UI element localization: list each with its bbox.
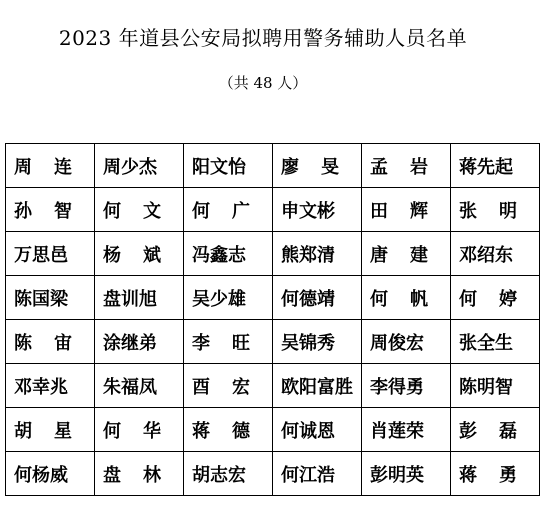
name-cell: 蒋德 bbox=[184, 408, 273, 452]
name-cell: 孙智 bbox=[6, 188, 95, 232]
name-cell: 肖莲荣 bbox=[362, 408, 451, 452]
name-cell: 何广 bbox=[184, 188, 273, 232]
name-cell: 朱福凤 bbox=[95, 364, 184, 408]
name-cell: 周俊宏 bbox=[362, 320, 451, 364]
name-cell: 田辉 bbox=[362, 188, 451, 232]
name-cell: 酉宏 bbox=[184, 364, 273, 408]
name-cell: 蒋先起 bbox=[451, 144, 540, 188]
name-cell: 欧阳富胜 bbox=[273, 364, 362, 408]
name-cell: 唐建 bbox=[362, 232, 451, 276]
name-cell: 涂继弟 bbox=[95, 320, 184, 364]
name-cell: 陈明智 bbox=[451, 364, 540, 408]
name-cell: 何华 bbox=[95, 408, 184, 452]
name-cell: 吴少雄 bbox=[184, 276, 273, 320]
name-cell: 邓幸兆 bbox=[6, 364, 95, 408]
name-cell: 熊郑清 bbox=[273, 232, 362, 276]
name-cell: 张全生 bbox=[451, 320, 540, 364]
name-row bbox=[6, 276, 540, 320]
name-cell: 盘训旭 bbox=[95, 276, 184, 320]
name-cell: 杨斌 bbox=[95, 232, 184, 276]
name-cell: 廖旻 bbox=[273, 144, 362, 188]
name-cell: 何杨威 bbox=[6, 452, 95, 496]
name-row bbox=[6, 232, 540, 276]
name-cell: 周连 bbox=[6, 144, 95, 188]
name-row bbox=[6, 188, 540, 232]
name-cell: 何帆 bbox=[362, 276, 451, 320]
name-cell: 盘林 bbox=[95, 452, 184, 496]
name-cell: 胡志宏 bbox=[184, 452, 273, 496]
name-cell: 彭磊 bbox=[451, 408, 540, 452]
name-cell: 蒋勇 bbox=[451, 452, 540, 496]
name-row bbox=[6, 452, 540, 496]
name-cell: 邓绍东 bbox=[451, 232, 540, 276]
name-cell: 申文彬 bbox=[273, 188, 362, 232]
name-cell: 李旺 bbox=[184, 320, 273, 364]
name-cell: 何诚恩 bbox=[273, 408, 362, 452]
name-cell: 万思邑 bbox=[6, 232, 95, 276]
name-cell: 阳文怡 bbox=[184, 144, 273, 188]
name-cell: 何德靖 bbox=[273, 276, 362, 320]
name-row bbox=[6, 320, 540, 364]
name-cell: 张明 bbox=[451, 188, 540, 232]
name-cell: 吴锦秀 bbox=[273, 320, 362, 364]
name-cell: 何江浩 bbox=[273, 452, 362, 496]
name-cell: 周少杰 bbox=[95, 144, 184, 188]
name-cell: 陈宙 bbox=[6, 320, 95, 364]
name-cell: 胡星 bbox=[6, 408, 95, 452]
name-list-body bbox=[6, 144, 540, 496]
document-subtitle: （共 48 人） bbox=[218, 74, 308, 92]
name-cell: 冯鑫志 bbox=[184, 232, 273, 276]
name-cell: 李得勇 bbox=[362, 364, 451, 408]
name-cell: 孟岩 bbox=[362, 144, 451, 188]
name-row bbox=[6, 364, 540, 408]
name-cell: 何文 bbox=[95, 188, 184, 232]
name-row bbox=[6, 144, 540, 188]
document-title: 2023 年道县公安局拟聘用警务辅助人员名单 bbox=[58, 26, 468, 50]
name-cell: 彭明英 bbox=[362, 452, 451, 496]
name-cell: 陈国梁 bbox=[6, 276, 95, 320]
name-cell: 何婷 bbox=[451, 276, 540, 320]
name-row bbox=[6, 408, 540, 452]
name-list-table bbox=[5, 143, 540, 496]
